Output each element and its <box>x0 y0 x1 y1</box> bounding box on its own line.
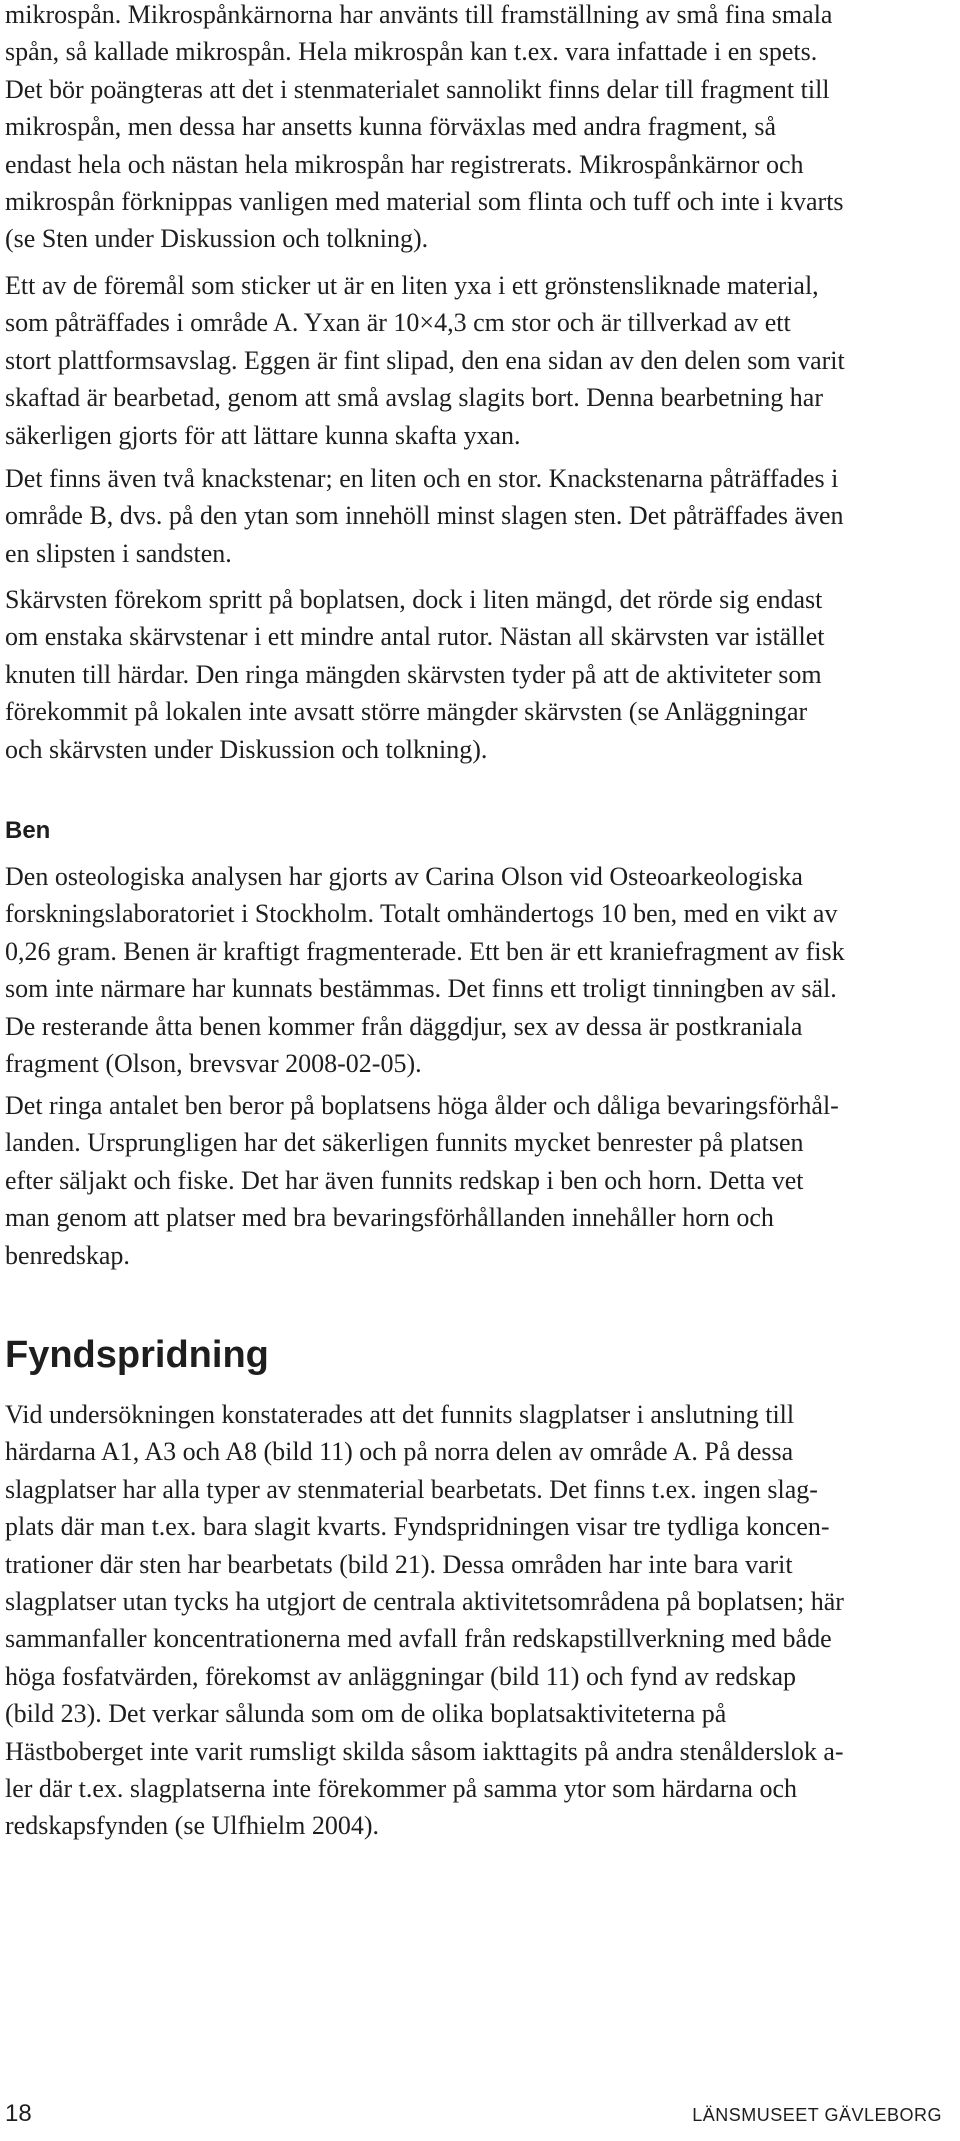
paragraph-knackstenar: Det finns även två knackstenar; en liten och en stor. Knackstenarna påträffades i område B, dvs. på den ytan som innehöll minst slagen sten. Det påträffades även en slipsten i sandsten. <box>5 464 844 568</box>
paragraph-skarvsten: Skärvsten förekom spritt på boplatsen, dock i liten mängd, det rörde sig endast om enstaka skärvstenar i ett mindre antal rutor. Nästan all skärvsten var istället knuten till härdar. Den ringa mängden skärvsten tyder på att de aktiviteter som förekommit på lokalen inte avsatt större mängder skärvsten (se Anläggningar och skärvsten under Diskussion och tolkning). <box>5 585 825 764</box>
paragraph-fyndspridning: Vid undersökningen konstaterades att det funnits slagplatser i anslutning till härdarna A1, A3 och A8 (bild 11) och på norra delen av område A. På dessa slagplatser har alla typer av stenmaterial bearbetats. Det finns t.ex. ingen slag- plats där man t.ex. bara slagit kvarts. Fyndspridningen visar tre tydliga koncen- trationer där sten har bearbetats (bild 21). Dessa områden har inte bara varit slagplatser utan tycks ha utgjort de centrala aktivitetsområdena på boplatsen; här sammanfaller koncentrationerna med avfall från redskapstillverkning med både höga fosfatvärden, förekomst av anläggningar (bild 11) och fynd av redskap (bild 23). Det verkar sålunda som om de olika boplatsaktiviteterna på Hästboberget inte varit rumsligt skilda såsom iakttagits på andra stenålderslok a- ler där t.ex. slagplatserna inte förekommer på samma ytor som härdarna och redskapsfynden (se Ulfhielm 2004). <box>5 1400 844 1841</box>
section-heading-ben: Ben <box>5 817 51 844</box>
page-number: 18 <box>5 2100 32 2127</box>
paragraph-yxa: Ett av de föremål som sticker ut är en liten yxa i ett grönstensliknade material, som påträffades i område A. Yxan är 10×4,3 cm stor och är tillverkad av ett stort plattformsavslag. Eggen är fint slipad, den ena sidan av den delen som varit skaftad är bearbetad, genom att små avslag slagits bort. Denna bearbetning har säkerligen gjorts för att lättare kunna skafta yxan. <box>5 271 845 450</box>
section-heading-fyndspridning: Fyndspridning <box>5 1334 269 1376</box>
publisher-name: LÄNSMUSEET GÄVLEBORG <box>692 2105 942 2125</box>
paragraph-bevaring: Det ringa antalet ben beror på boplatsens höga ålder och dåliga bevaringsförhål- landen. Ursprungligen har det säkerligen funnits mycket benrester på platsen efter säljakt och fiske. Det har även funnits redskap i ben och horn. Detta vet man genom att platser med bra bevaringsförhållanden innehåller horn och benredskap. <box>5 1091 839 1270</box>
paragraph-mikrospan: mikrospån. Mikrospånkärnorna har använts till framställning av små fina smala spån, så kallade mikrospån. Hela mikrospån kan t.ex. vara infattade i en spets. Det bör poängteras att det i stenmaterialet sannolikt finns delar till fragment till mikrospån, men dessa har ansetts kunna förväxlas med andra fragment, så endast hela och nästan hela mikrospån har registrerats. Mikrospånkärnor och mikrospån förknippas vanligen med material som flinta och tuff och inte i kvarts (se Sten under Diskussion och tolkning). <box>5 0 844 254</box>
page-footer <box>0 2100 960 2130</box>
paragraph-osteologisk-analys: Den osteologiska analysen har gjorts av Carina Olson vid Osteoarkeologiska forskningslaboratoriet i Stockholm. Totalt omhändertogs 10 ben, med en vikt av 0,26 gram. Benen är kraftigt fragmenterade. Ett ben är ett kraniefragment av fisk som inte närmare har kunnats bestämmas. Det finns ett troligt tinningben av säl. De resterande åtta benen kommer från däggdjur, sex av dessa är postkraniala fragment (Olson, brevsvar 2008-02-05). <box>5 862 845 1079</box>
